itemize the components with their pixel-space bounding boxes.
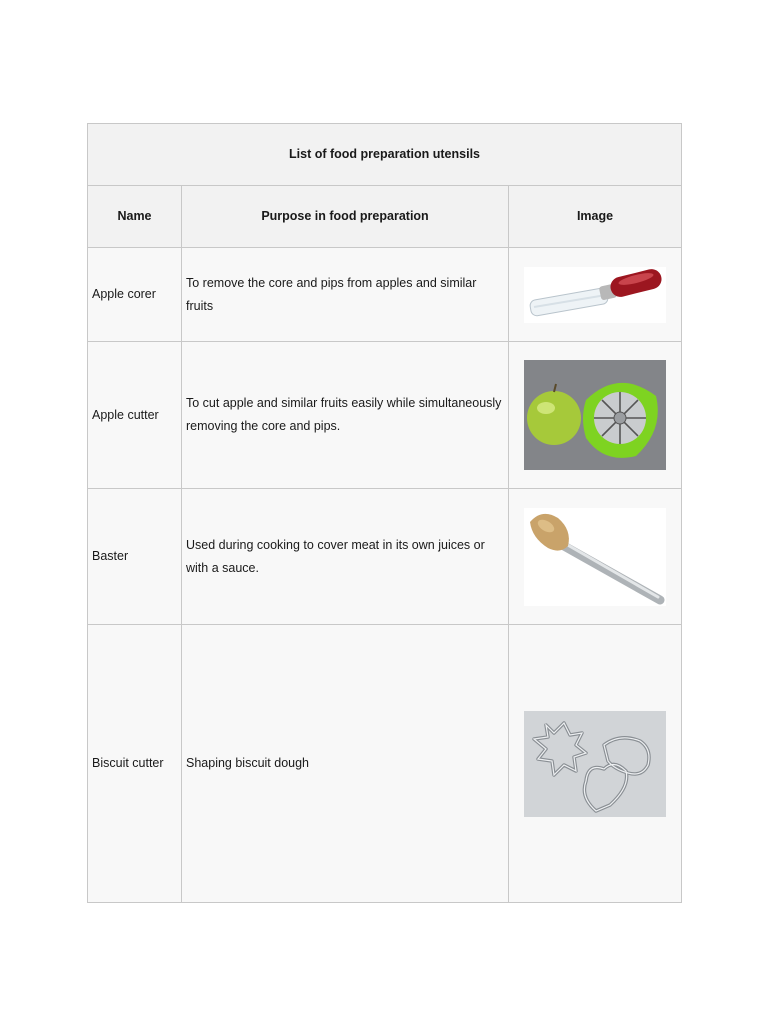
row-name: Baster [88, 489, 182, 625]
table-caption: List of food preparation utensils [88, 124, 682, 186]
header-purpose: Purpose in food preparation [182, 186, 509, 248]
row-name: Biscuit cutter [88, 625, 182, 903]
row-name: Apple cutter [88, 342, 182, 489]
table-row [88, 248, 682, 342]
row-purpose: Shaping biscuit dough [182, 625, 509, 903]
table-row [88, 489, 682, 625]
utensils-table-wrap [87, 123, 681, 903]
row-purpose: To cut apple and similar fruits easily while simultaneously removing the core and pips. [182, 342, 509, 489]
row-image-cell [509, 625, 682, 903]
apple-cutter-image [524, 360, 666, 470]
apple-corer-image [524, 267, 666, 323]
row-image-cell [509, 248, 682, 342]
table-row [88, 342, 682, 489]
row-purpose: To remove the core and pips from apples and similar fruits [182, 248, 509, 342]
header-image: Image [509, 186, 682, 248]
header-row [88, 186, 682, 248]
baster-image [524, 508, 666, 606]
header-name: Name [88, 186, 182, 248]
utensils-table [87, 123, 682, 903]
biscuit-cutter-image [524, 711, 666, 817]
table-row [88, 625, 682, 903]
row-image-cell [509, 342, 682, 489]
row-image-cell [509, 489, 682, 625]
row-purpose: Used during cooking to cover meat in its own juices or with a sauce. [182, 489, 509, 625]
caption-row [88, 124, 682, 186]
row-name: Apple corer [88, 248, 182, 342]
